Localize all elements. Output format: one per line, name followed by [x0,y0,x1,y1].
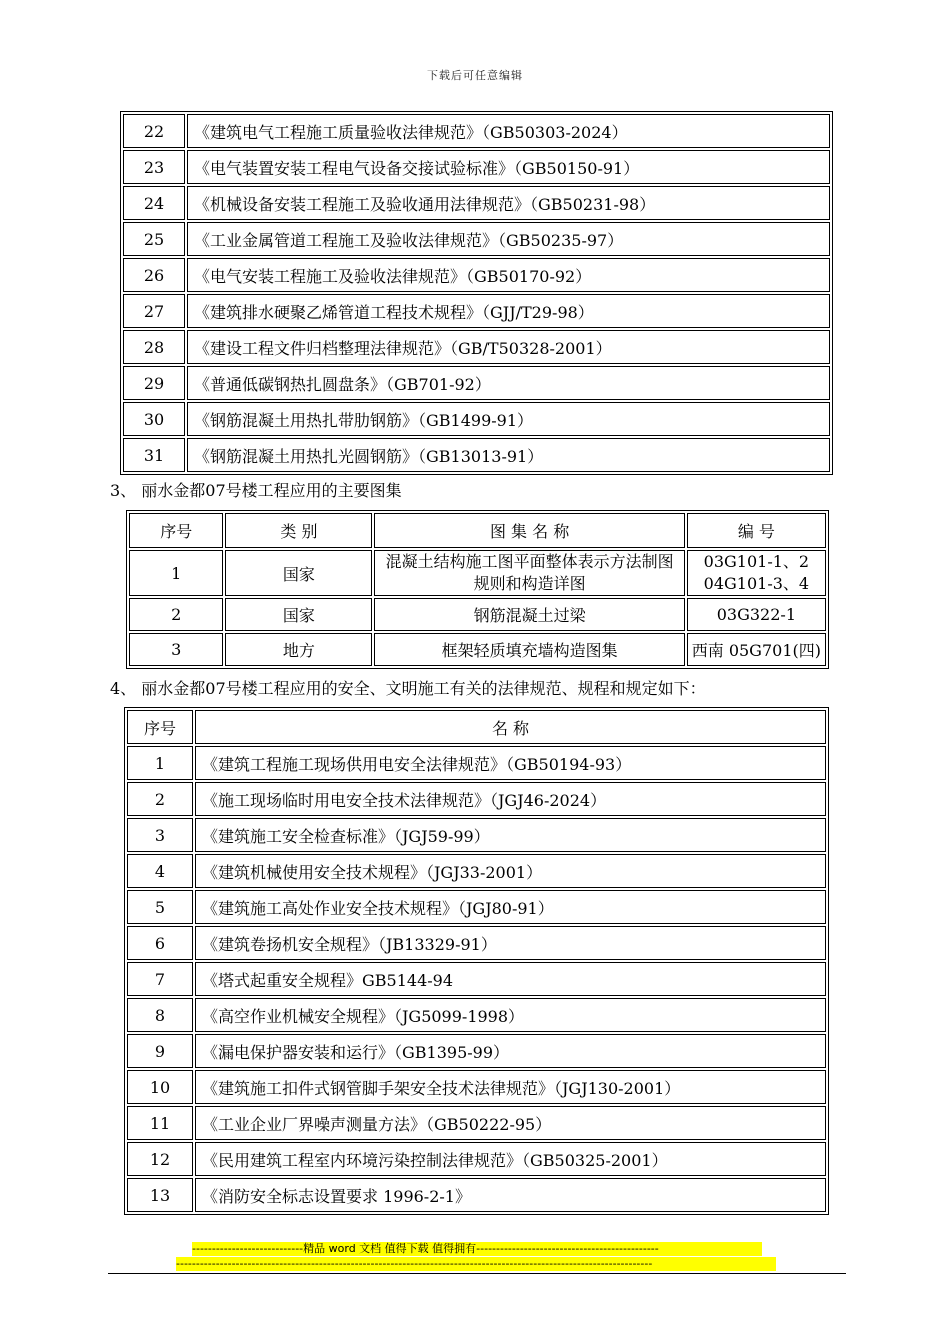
safety-no: 9 [127,1034,193,1068]
safety-no: 5 [127,890,193,924]
standard-no: 25 [123,222,185,256]
header-note: 下载后可任意编辑 [427,69,523,82]
standard-no: 26 [123,258,185,292]
standard-no: 23 [123,150,185,184]
safety-no: 7 [127,962,193,996]
atlas-no: 2 [129,598,223,631]
table-row [123,150,830,184]
atlas-name: 混凝土结构施工图平面整体表示方法制图规则和构造详图 [374,550,684,596]
safety-no: 3 [127,818,193,852]
safety-name: 《建筑机械使用安全技术规程》（JGJ33-2001） [195,854,826,888]
atlas-code [687,550,826,596]
safety-header-no: 序号 [127,710,193,744]
safety-header-row [127,710,826,744]
table-row [127,998,826,1032]
section3-title: 3、 丽水金都07号楼工程应用的主要图集 [110,481,402,500]
table-row [127,1106,826,1140]
atlas-no: 1 [129,550,223,596]
standard-no: 30 [123,402,185,436]
section4-title: 4、 丽水金都07号楼工程应用的安全、文明施工有关的法律规范、规程和规定如下： [110,679,706,698]
atlas-header-no: 序号 [129,513,223,548]
safety-name: 《建筑施工高处作业安全技术规程》（JGJ80-91） [195,890,826,924]
standard-no: 27 [123,294,185,328]
atlas-type: 国家 [225,550,372,596]
atlas-name: 框架轻质填充墙构造图集 [374,633,684,666]
standard-no: 22 [123,114,185,148]
atlas-type: 国家 [225,598,372,631]
table-row [127,854,826,888]
atlas-code: 03G322-1 [687,598,826,631]
atlas-header-code: 编 号 [687,513,826,548]
standard-name: 《普通低碳钢热扎圆盘条》（GB701-92） [187,366,830,400]
table-row [127,782,826,816]
safety-no: 10 [127,1070,193,1104]
safety-name: 《漏电保护器安装和运行》（GB1395-99） [195,1034,826,1068]
atlas-no: 3 [129,633,223,666]
table-row [123,186,830,220]
standard-no: 31 [123,438,185,472]
atlas-type: 地方 [225,633,372,666]
atlas-header-row [129,513,826,548]
standard-no: 24 [123,186,185,220]
table-row [123,258,830,292]
safety-no: 13 [127,1178,193,1212]
table-row [123,114,830,148]
table-row [127,1178,826,1212]
table-row [123,402,830,436]
table-row [127,890,826,924]
standard-name: 《电气安装工程施工及验收法律规范》（GB50170-92） [187,258,830,292]
table-row [127,926,826,960]
table-row [129,633,826,666]
standard-name: 《电气装置安装工程电气设备交接试验标准》（GB50150-91） [187,150,830,184]
table-row [123,294,830,328]
safety-no: 11 [127,1106,193,1140]
footer-banner-line1: ----------------------------精品 word 文档 值得下载 值得拥有---------------------------------------------- [192,1242,762,1256]
standard-name: 《钢筋混凝土用热扎光圆钢筋》（GB13013-91） [187,438,830,472]
table-row [127,1070,826,1104]
atlas-code-line: 04G101-3、4 [703,574,810,593]
table-row [127,746,826,780]
safety-name: 《工业企业厂界噪声测量方法》（GB50222-95） [195,1106,826,1140]
atlas-code-line: 03G101-1、2 [703,552,810,571]
table-row [127,962,826,996]
safety-name: 《民用建筑工程室内环境污染控制法律规范》（GB50325-2001） [195,1142,826,1176]
footer-rule [108,1273,846,1274]
table-row [123,366,830,400]
safety-no: 4 [127,854,193,888]
atlas-code: 西南 05G701(四) [687,633,826,666]
table-row [127,1142,826,1176]
safety-no: 2 [127,782,193,816]
standard-name: 《建设工程文件归档整理法律规范》（GB/T50328-2001） [187,330,830,364]
safety-no: 8 [127,998,193,1032]
safety-name: 《施工现场临时用电安全技术法律规范》（JGJ46-2024） [195,782,826,816]
table-row [129,550,826,596]
safety-name: 《塔式起重安全规程》GB5144-94 [195,962,826,996]
atlas-table [126,510,829,669]
safety-name: 《消防安全标志设置要求 1996-2-1》 [195,1178,826,1212]
table-row [129,598,826,631]
standards-table [120,111,833,475]
standard-name: 《建筑排水硬聚乙烯管道工程技术规程》（GJJ/T29-98） [187,294,830,328]
table-row [123,330,830,364]
safety-name: 《建筑工程施工现场供用电安全法律规范》（GB50194-93） [195,746,826,780]
table-row [127,1034,826,1068]
safety-header-name: 名 称 [195,710,826,744]
table-row [127,818,826,852]
safety-no: 1 [127,746,193,780]
standard-name: 《建筑电气工程施工质量验收法律规范》（GB50303-2024） [187,114,830,148]
standard-no: 29 [123,366,185,400]
safety-name: 《高空作业机械安全规程》（JG5099-1998） [195,998,826,1032]
safety-name: 《建筑施工安全检查标准》（JGJ59-99） [195,818,826,852]
table-row [123,222,830,256]
standard-name: 《机械设备安装工程施工及验收通用法律规范》（GB50231-98） [187,186,830,220]
safety-name: 《建筑施工扣件式钢管脚手架安全技术法律规范》（JGJ130-2001） [195,1070,826,1104]
safety-no: 6 [127,926,193,960]
standard-name: 《钢筋混凝土用热扎带肋钢筋》（GB1499-91） [187,402,830,436]
safety-standards-table [124,707,829,1215]
atlas-header-type: 类 别 [225,513,372,548]
table-row [123,438,830,472]
safety-no: 12 [127,1142,193,1176]
standard-name: 《工业金属管道工程施工及验收法律规范》（GB50235-97） [187,222,830,256]
atlas-header-name: 图 集 名 称 [374,513,684,548]
atlas-name: 钢筋混凝土过梁 [374,598,684,631]
footer-banner-line2: ------------------------------------------------------------------------------------------------------------------------ [176,1257,776,1271]
safety-name: 《建筑卷扬机安全规程》（JB13329-91） [195,926,826,960]
standard-no: 28 [123,330,185,364]
